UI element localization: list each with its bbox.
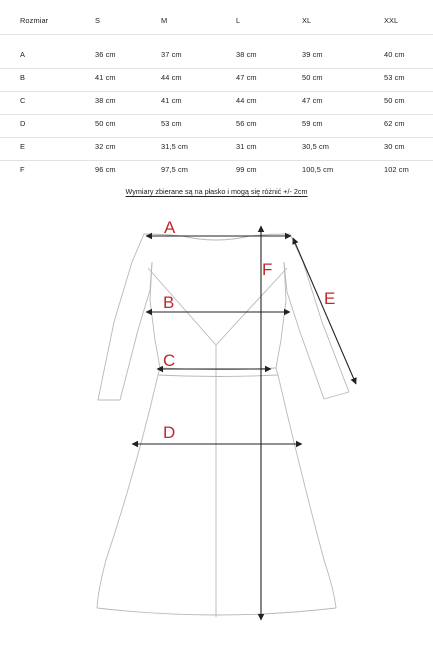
- row-label: C: [20, 96, 26, 105]
- table-cell: 50 cm: [302, 73, 323, 82]
- row-label: E: [20, 142, 26, 151]
- table-cell: 31,5 cm: [161, 142, 188, 151]
- header-cell-size: Rozmiar: [20, 16, 49, 25]
- table-cell: 36 cm: [95, 50, 116, 59]
- header-cell-s: S: [95, 16, 101, 25]
- dress-outline: [97, 234, 349, 617]
- row-label: B: [20, 73, 26, 82]
- table-cell: 37 cm: [161, 50, 182, 59]
- table-cell: 30 cm: [384, 142, 405, 151]
- label-f: F: [262, 260, 273, 279]
- table-row: [0, 92, 433, 115]
- table-cell: 53 cm: [384, 73, 405, 82]
- label-d: D: [163, 423, 176, 442]
- header-cell-xl: XL: [302, 16, 312, 25]
- table-cell: 30,5 cm: [302, 142, 329, 151]
- label-e: E: [324, 289, 336, 308]
- table-cell: 50 cm: [95, 119, 116, 128]
- table-header-row: [0, 12, 433, 35]
- dress-measurement-diagram: [0, 200, 433, 650]
- row-label: D: [20, 119, 26, 128]
- table-cell: 99 cm: [236, 165, 257, 174]
- table-row: [0, 46, 433, 69]
- measurement-note: Wymiary zbierane są na płasko i mogą się różnić +/- 2cm: [125, 187, 308, 196]
- label-c: C: [163, 351, 176, 370]
- table-cell: 31 cm: [236, 142, 257, 151]
- table-cell: 102 cm: [384, 165, 409, 174]
- table-cell: 53 cm: [161, 119, 182, 128]
- label-a: A: [164, 218, 176, 237]
- table-cell: 47 cm: [302, 96, 323, 105]
- table-cell: 44 cm: [236, 96, 257, 105]
- table-cell: 40 cm: [384, 50, 405, 59]
- label-b: B: [163, 293, 175, 312]
- measurement-labels: [163, 218, 335, 442]
- table-cell: 44 cm: [161, 73, 182, 82]
- table-row: [0, 69, 433, 92]
- table-cell: 39 cm: [302, 50, 323, 59]
- table-row: [0, 115, 433, 138]
- header-cell-xxl: XXL: [384, 16, 399, 25]
- table-cell: 96 cm: [95, 165, 116, 174]
- table-row: [0, 161, 433, 183]
- header-cell-l: L: [236, 16, 241, 25]
- table-cell: 62 cm: [384, 119, 405, 128]
- table-cell: 38 cm: [236, 50, 257, 59]
- header-cell-m: M: [161, 16, 168, 25]
- row-label: F: [20, 165, 25, 174]
- table-cell: 41 cm: [95, 73, 116, 82]
- table-cell: 50 cm: [384, 96, 405, 105]
- row-label: A: [20, 50, 26, 59]
- measure-line-e: [293, 238, 356, 384]
- table-cell: 38 cm: [95, 96, 116, 105]
- table-cell: 32 cm: [95, 142, 116, 151]
- table-cell: 41 cm: [161, 96, 182, 105]
- table-cell: 47 cm: [236, 73, 257, 82]
- table-cell: 100,5 cm: [302, 165, 334, 174]
- table-cell: 56 cm: [236, 119, 257, 128]
- table-cell: 97,5 cm: [161, 165, 188, 174]
- table-cell: 59 cm: [302, 119, 323, 128]
- table-row: [0, 138, 433, 161]
